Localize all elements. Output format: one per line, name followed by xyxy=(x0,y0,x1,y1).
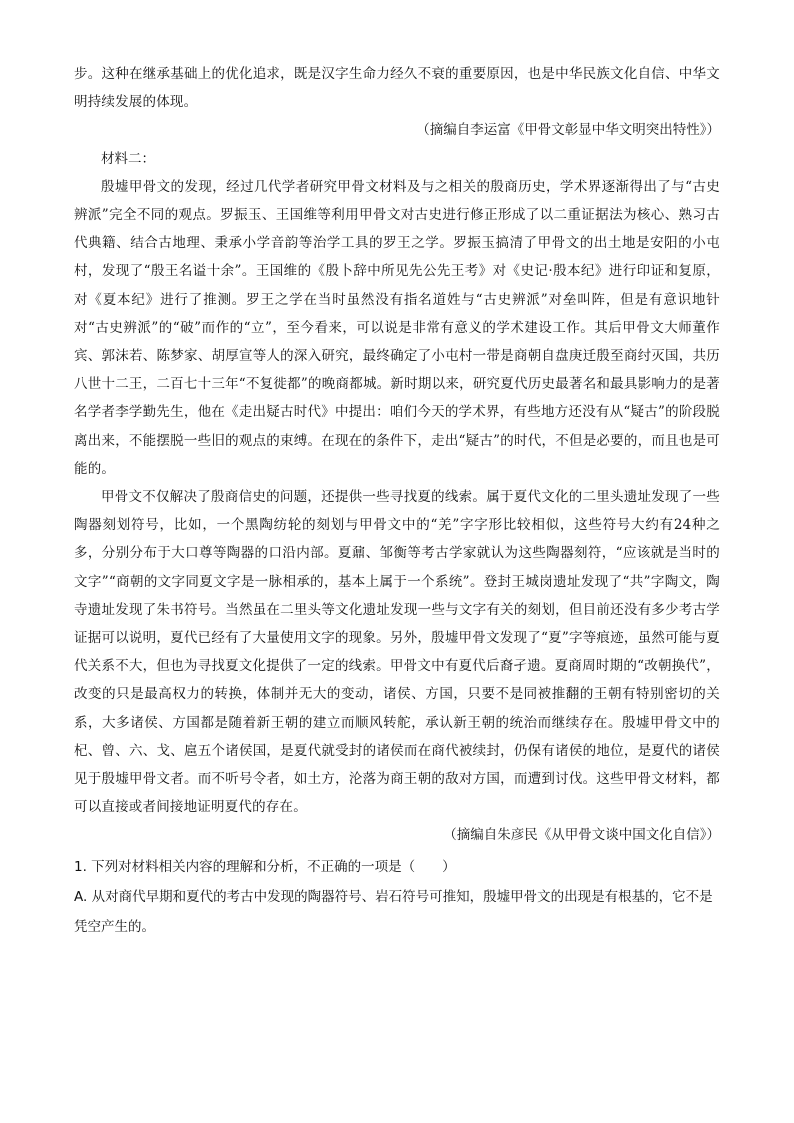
question-1: 1. 下列对材料相关内容的理解和分析，不正确的一项是（ ） xyxy=(74,858,456,875)
material2-label: 材料二： xyxy=(101,150,155,167)
material1-tail-paragraph: 步。这种在继承基础上的优化追求，既是汉字生命力经久不衰的重要原因，也是中华民族文化自信、中华文明持续发展的体现。 xyxy=(74,66,720,111)
material1-source: （摘编自李运富《甲骨文彰显中华文明突出特性》） xyxy=(416,122,720,139)
question-1-option-a: A. 从对商代早期和夏代的考古中发现的陶器符号、岩石符号可推知，殷墟甲骨文的出现是有根基的，它不是凭空产生的。 xyxy=(74,888,713,935)
material2-paragraph-2: 甲骨文不仅解决了殷商信史的问题，还提供一些寻找夏的线索。属于夏代文化的二里头遗址发现了一些陶器刻划符号，比如，一个黑陶纺轮的刻划与甲骨文中的“羌”字字形比较相似，这些符号大约有24种之多，分别分布于大口尊等陶器的口沿内部。夏鼐、邹衡等考古学家就认为这些陶器刻符，“应该就是当时的文字”“商朝的文字同夏文字是一脉相承的，基本上属于一个系统”。登封王城岗遗址发现了“共”字陶文，陶寺遗址发现了朱书符号。当然虽在二里头等文化遗址发现一些与文字有关的刻划，但目前还没有多少考古学证据可以说明，夏代已经有了大量使用文字的现象。另外，殷墟甲骨文发现了“夏”字等痕迹，虽然可能与夏代关系不大，但也为寻找夏文化提供了一定的线索。甲骨文中有夏代后裔孑遗。夏商周时期的“改朝换代”，改变的只是最高权力的转换，体制并无大的变动，诸侯、方国，只要不是同被推翻的王朝有特别密切的关系，大多诸侯、方国都是随着新王朝的建立而顺风转舵，承认新王朝的统治而继续存在。殷墟甲骨文中的杞、曾、六、戈、扈五个诸侯国，是夏代就受封的诸侯而在商代被续封，仍保有诸侯的地位，是夏代的诸侯见于殷墟甲骨文者。而不听号令者，如土方，沦落为商王朝的敌对方国，而遭到讨伐。这些甲骨文材料，都可以直接或者间接地证明夏代的存在。 xyxy=(74,489,720,816)
material2-paragraph-1: 殷墟甲骨文的发现，经过几代学者研究甲骨文材料及与之相关的殷商历史，学术界逐渐得出了与“古史辨派”完全不同的观点。罗振玉、王国维等利用甲骨文对古史进行修正形成了以二重证据法为核心、熟习古代典籍、结合古地理、秉承小学音韵等治学工具的罗王之学。罗振玉搞清了甲骨文的出土地是安阳的小屯村，发现了“殷王名谥十余”。王国维的《殷卜辞中所见先公先王考》对《史记·殷本纪》进行印证和复原，对《夏本纪》进行了推测。罗王之学在当时虽然没有指名道姓与“古史辨派”对垒叫阵，但是有意识地针对“古史辨派”的“破”而作的“立”，至今看来，可以说是非常有意义的学术建设工作。其后甲骨文大师董作宾、郭沫若、陈梦家、胡厚宣等人的深入研究，最终确定了小屯村一带是商朝自盘庚迁殷至商纣灭国，共历八世十二王，二百七十三年“不复徙都”的晚商都城。新时期以来，研究夏代历史最著名和最具影响力的是著名学者李学勤先生，他在《走出疑古时代》中提出：咱们今天的学术界，有些地方还没有从“疑古”的阶段脱离出来，不能摆脱一些旧的观点的束缚。在现在的条件下，走出“疑古”的时代，不但是必要的，而且也是可能的。 xyxy=(74,178,720,477)
document-body xyxy=(74,60,720,942)
material2-source: （摘编自朱彦民《从甲骨文谈中国文化自信》） xyxy=(443,827,720,844)
